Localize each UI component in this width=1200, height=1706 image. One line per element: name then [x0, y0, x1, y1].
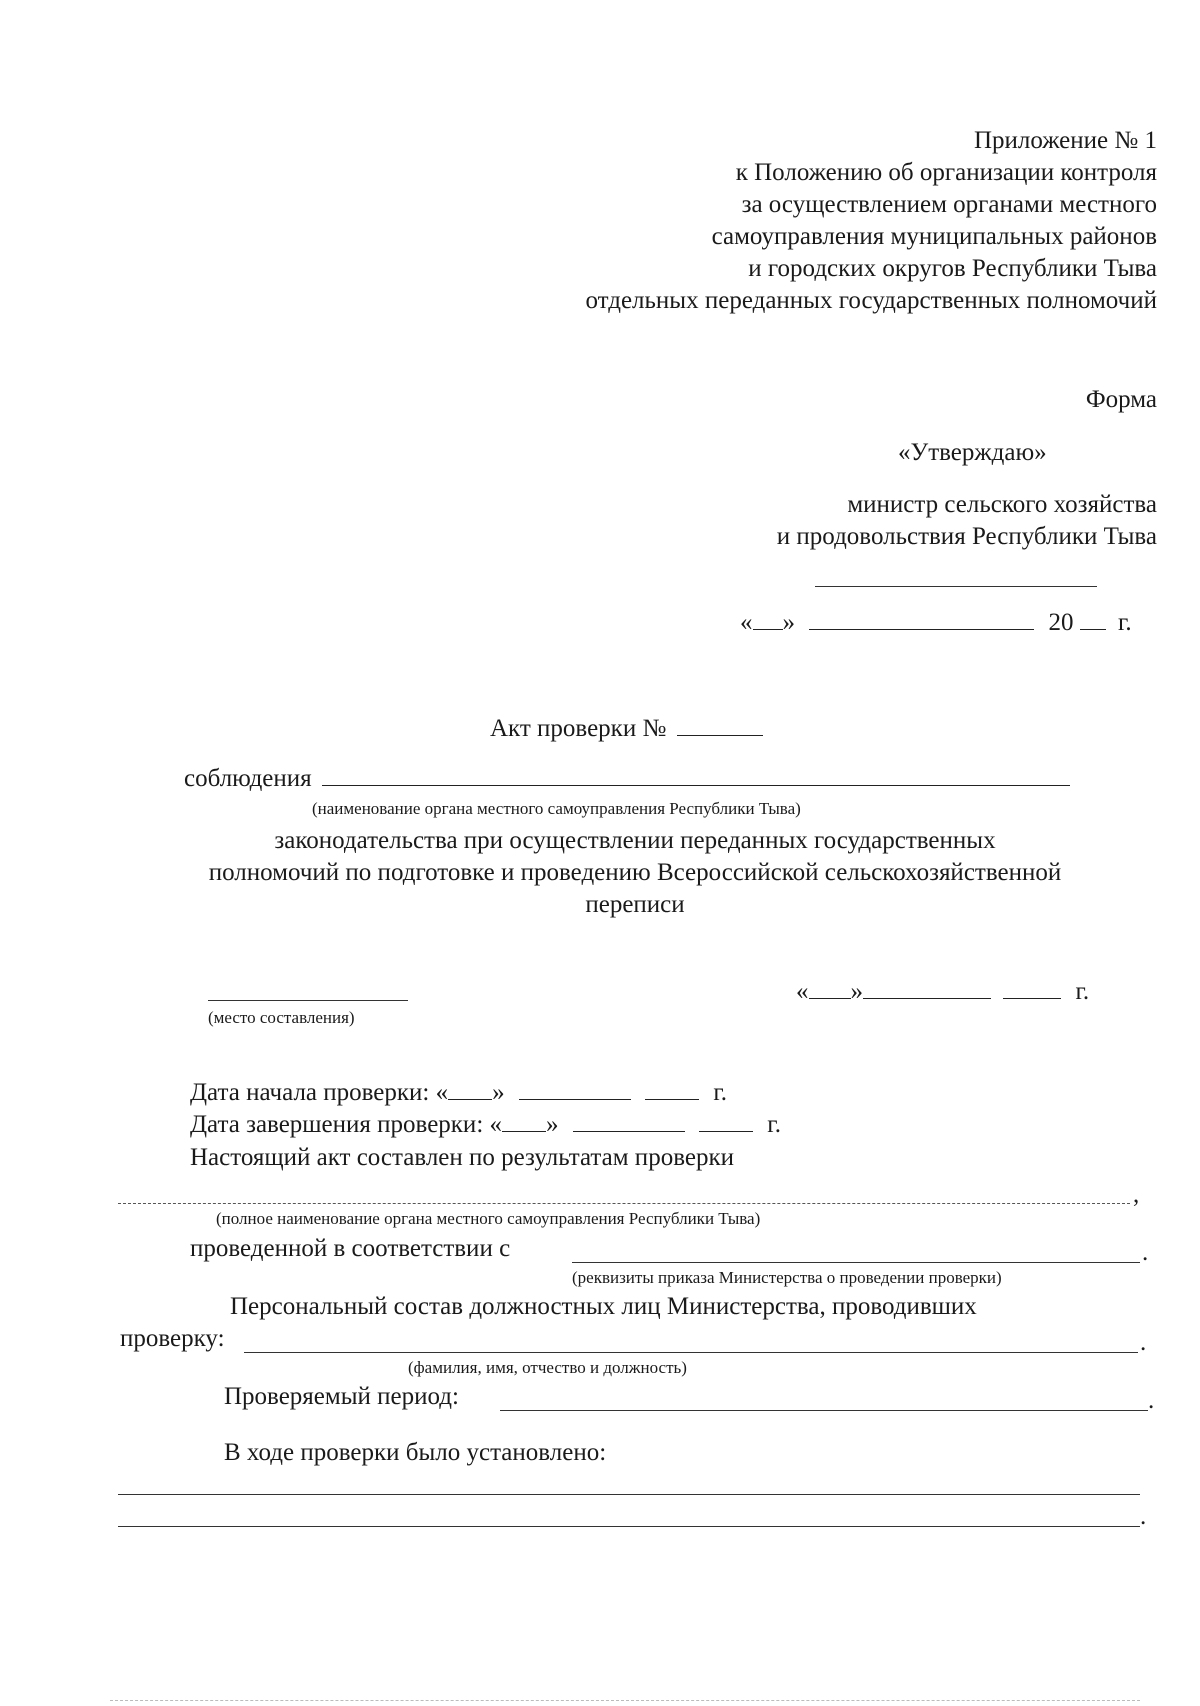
- compliance-blank: [322, 784, 1070, 786]
- period-label: Проверяемый период:: [224, 1383, 459, 1410]
- appendix-number: Приложение № 1: [973, 127, 1157, 154]
- act-date-open: «: [796, 978, 809, 1005]
- start-date-suffix: г.: [713, 1079, 728, 1106]
- approval-date-open: «: [740, 609, 753, 636]
- approval-position-line1: министр сельского хозяйства: [847, 491, 1157, 518]
- end-date-label: Дата завершения проверки: «: [190, 1111, 503, 1138]
- end-year-blank: [699, 1130, 753, 1132]
- staff-line-1: Персональный состав должностных лиц Министерства, проводивших: [230, 1293, 977, 1320]
- start-date-label: Дата начала проверки: «: [190, 1079, 449, 1106]
- basis-caption: (реквизиты приказа Министерства о проведении проверки): [572, 1268, 1002, 1287]
- findings-dot: .: [1140, 1503, 1147, 1530]
- place-blank: [208, 1000, 408, 1001]
- findings-line-2: [118, 1526, 1140, 1527]
- end-date-close: »: [546, 1111, 559, 1138]
- basis-dot: .: [1142, 1239, 1149, 1266]
- approval-year-suffix: г.: [1118, 609, 1132, 636]
- act-title-text: Акт проверки №: [490, 715, 667, 742]
- staff-line: [244, 1352, 1138, 1353]
- appendix-line-2: за осуществлением органами местного: [741, 191, 1157, 218]
- page-bottom-edge: [110, 1700, 1140, 1701]
- basis-line: [572, 1262, 1140, 1263]
- act-subject-line-2: полномочий по подготовке и проведению Всероссийской сельскохозяйственной: [208, 859, 1062, 886]
- approval-day-blank: [753, 628, 783, 630]
- end-month-blank: [573, 1130, 685, 1132]
- appendix-line-3: самоуправления муниципальных районов: [711, 223, 1157, 250]
- approval-position-line2: и продовольствия Республики Тыва: [776, 523, 1157, 550]
- act-date-row: [796, 977, 1089, 1007]
- act-day-blank: [809, 997, 851, 999]
- compliance-row: [184, 764, 1070, 794]
- appendix-line-5: отдельных переданных государственных полномочий: [585, 287, 1157, 314]
- result-label: Настоящий акт составлен по результатам проверки: [190, 1144, 734, 1171]
- period-line: [500, 1410, 1148, 1411]
- approval-date-close: »: [782, 609, 795, 636]
- start-day-blank: [448, 1098, 492, 1100]
- approval-year-blank: [1080, 628, 1106, 630]
- act-month-blank: [863, 997, 991, 999]
- end-date-suffix: г.: [767, 1111, 781, 1138]
- appendix-line-4: и городских округов Республики Тыва: [748, 255, 1157, 282]
- act-title: [490, 714, 763, 744]
- findings-line-1: [118, 1494, 1140, 1495]
- act-subject-line-3: переписи: [585, 891, 685, 918]
- basis-label: проведенной в соответствии с: [190, 1235, 511, 1262]
- act-date-close: »: [850, 978, 863, 1005]
- period-dot: .: [1148, 1387, 1155, 1414]
- approval-year-prefix: 20: [1048, 609, 1074, 636]
- compliance-caption: (наименование органа местного самоуправления Республики Тыва): [312, 799, 801, 818]
- staff-label: проверку:: [120, 1325, 225, 1352]
- start-date-close: »: [492, 1079, 505, 1106]
- act-number-blank: [677, 734, 763, 736]
- approval-month-blank: [809, 628, 1034, 630]
- approval-date-row: [740, 608, 1132, 638]
- approval-signature-line: [815, 586, 1097, 587]
- act-subject-line-1: законодательства при осуществлении переданных государственных: [274, 827, 996, 854]
- place-caption: (место составления): [208, 1008, 355, 1027]
- org-name-comma: ,: [1133, 1181, 1140, 1208]
- act-year-blank: [1003, 997, 1061, 999]
- staff-dot: .: [1140, 1329, 1147, 1356]
- staff-caption: (фамилия, имя, отчество и должность): [408, 1358, 687, 1377]
- start-month-blank: [519, 1098, 631, 1100]
- form-label: Форма: [1085, 386, 1157, 413]
- compliance-label: соблюдения: [184, 765, 312, 792]
- org-caption: (полное наименование органа местного самоуправления Республики Тыва): [216, 1209, 761, 1228]
- start-year-blank: [645, 1098, 699, 1100]
- org-name-line: [118, 1203, 1130, 1204]
- start-date-row: [190, 1078, 727, 1108]
- end-date-row: [190, 1110, 781, 1140]
- approval-title: «Утверждаю»: [898, 439, 1047, 466]
- findings-label: В ходе проверки было установлено:: [224, 1439, 607, 1466]
- appendix-line-1: к Положению об организации контроля: [735, 159, 1157, 186]
- end-day-blank: [502, 1130, 546, 1132]
- act-date-suffix: г.: [1075, 978, 1090, 1005]
